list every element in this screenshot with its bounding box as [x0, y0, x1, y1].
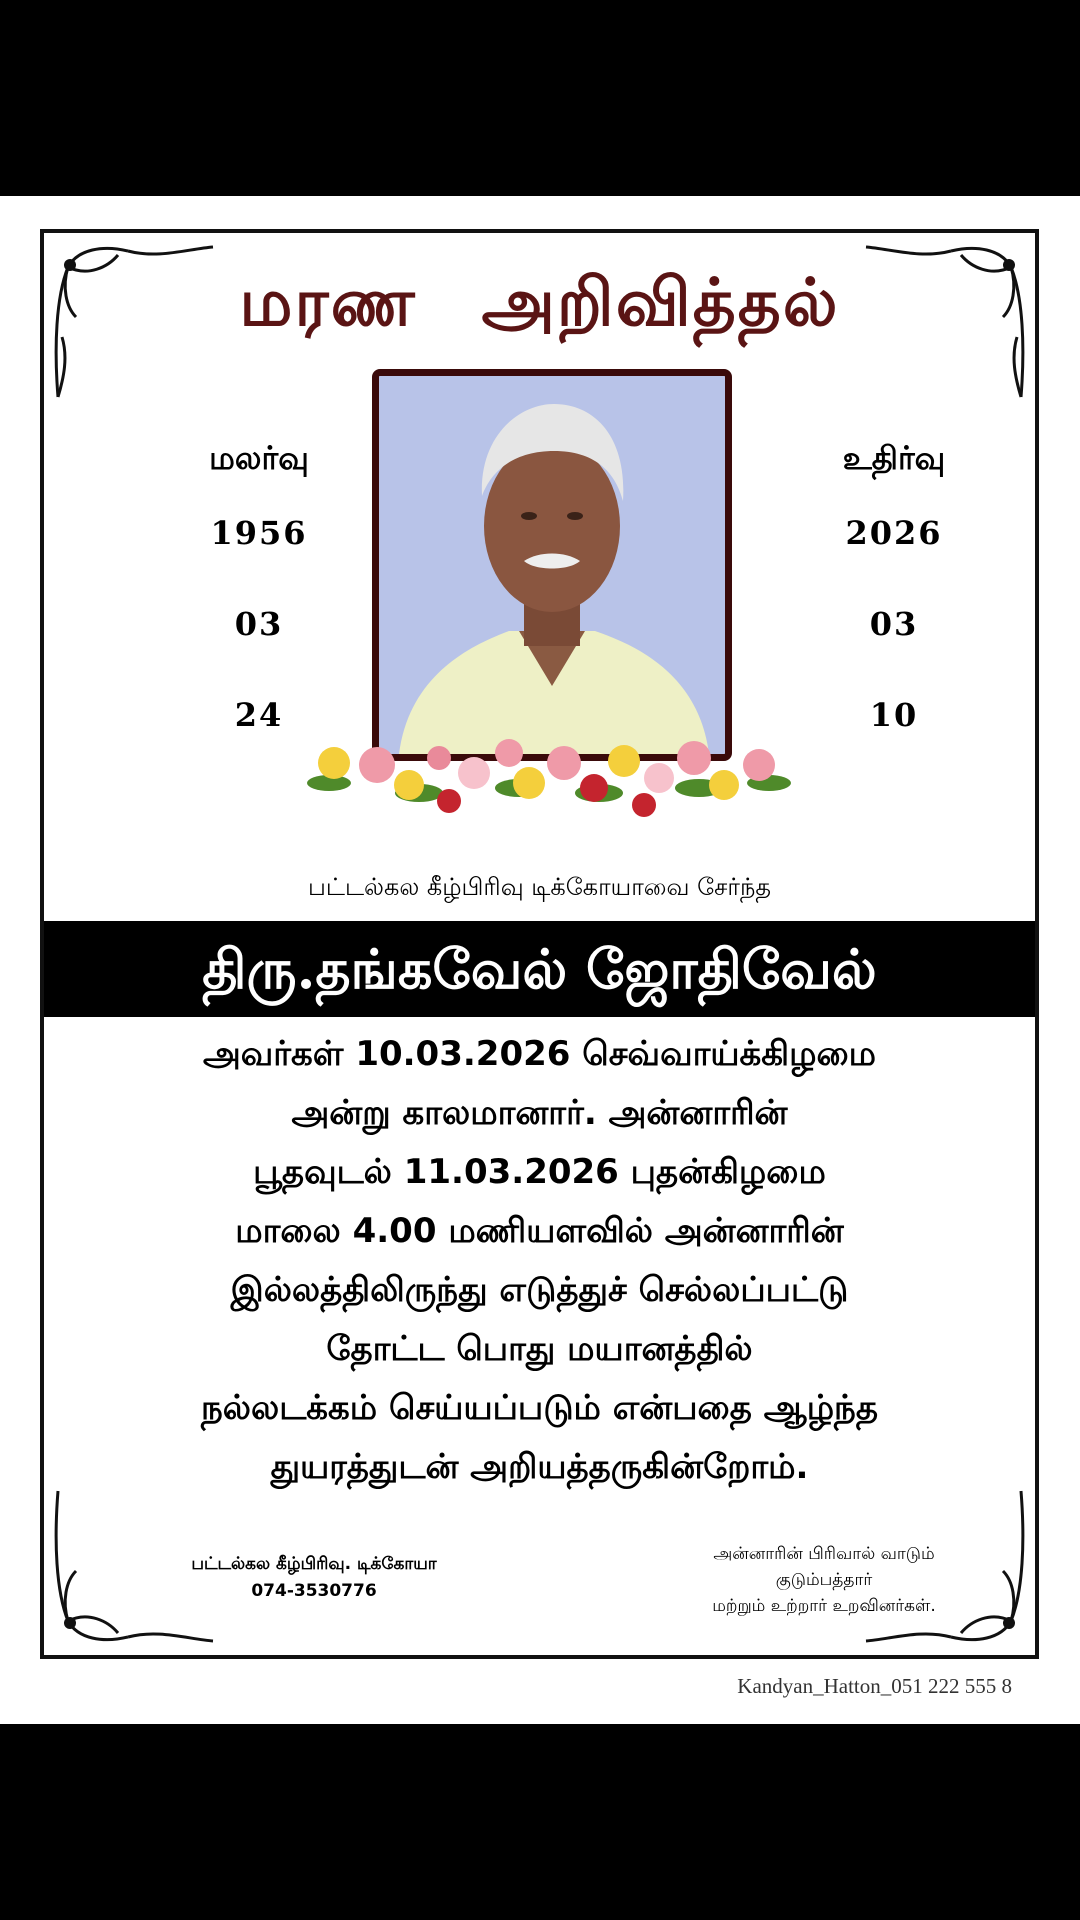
birth-heading: மலர்வு: [209, 439, 309, 477]
body-line: இல்லத்திலிருந்து எடுத்துச் செல்லப்பட்டு: [230, 1270, 849, 1310]
notice-body: [94, 1025, 985, 1497]
death-month: 03: [869, 605, 919, 643]
body-line: அவர்கள் 10.03.2026 செவ்வாய்க்கிழமை: [202, 1034, 877, 1074]
death-heading: உதிர்வு: [842, 439, 946, 477]
origin-line: பட்டல்கல கீழ்பிரிவு டிக்கோயாவை சேர்ந்த: [307, 873, 772, 901]
body-line: நல்லடக்கம் செய்யப்படும் என்பதை ஆழ்ந்த: [200, 1388, 879, 1428]
death-year: 2026: [845, 514, 943, 552]
notice-frame: [40, 229, 1039, 1659]
body-line: துயரத்துடன் அறியத்தருகின்றோம்.: [270, 1447, 809, 1487]
notice-title: மரண அறிவித்தல்: [239, 263, 840, 341]
birth-month: 03: [234, 605, 284, 643]
body-line: மாலை 4.00 மணியளவில் அன்னாரின்: [235, 1211, 844, 1251]
flower-garland-icon: [299, 713, 799, 833]
death-day: 10: [869, 696, 919, 734]
portrait-photo: [372, 369, 732, 761]
deceased-name: திரு.தங்கவேல் ஜோதிவேல்: [44, 921, 1035, 1017]
family-line: மற்றும் உற்றார் உறவினர்கள்.: [712, 1596, 936, 1616]
contact-block: [149, 1551, 479, 1605]
contact-phone: 074-3530776: [251, 1581, 377, 1601]
family-block: [664, 1541, 984, 1619]
family-line: அன்னாரின் பிரிவால் வாடும்: [713, 1544, 935, 1564]
death-dates: [784, 428, 1004, 761]
birth-year: 1956: [210, 514, 308, 552]
notice-sheet: [0, 196, 1080, 1724]
contact-address: பட்டல்கல கீழ்பிரிவு. டிக்கோயா: [191, 1554, 437, 1574]
body-line: அன்று காலமானார். அன்னாரின்: [291, 1093, 788, 1133]
publisher-credit: Kandyan_Hatton_051 222 555 8: [737, 1674, 1012, 1698]
birth-dates: [149, 428, 369, 761]
family-line: குடும்பத்தார்: [775, 1570, 873, 1590]
body-line: தோட்ட பொது மயானத்தில்: [326, 1329, 753, 1369]
body-line: பூதவுடல் 11.03.2026 புதன்கிழமை: [253, 1152, 826, 1192]
birth-day: 24: [234, 696, 284, 734]
